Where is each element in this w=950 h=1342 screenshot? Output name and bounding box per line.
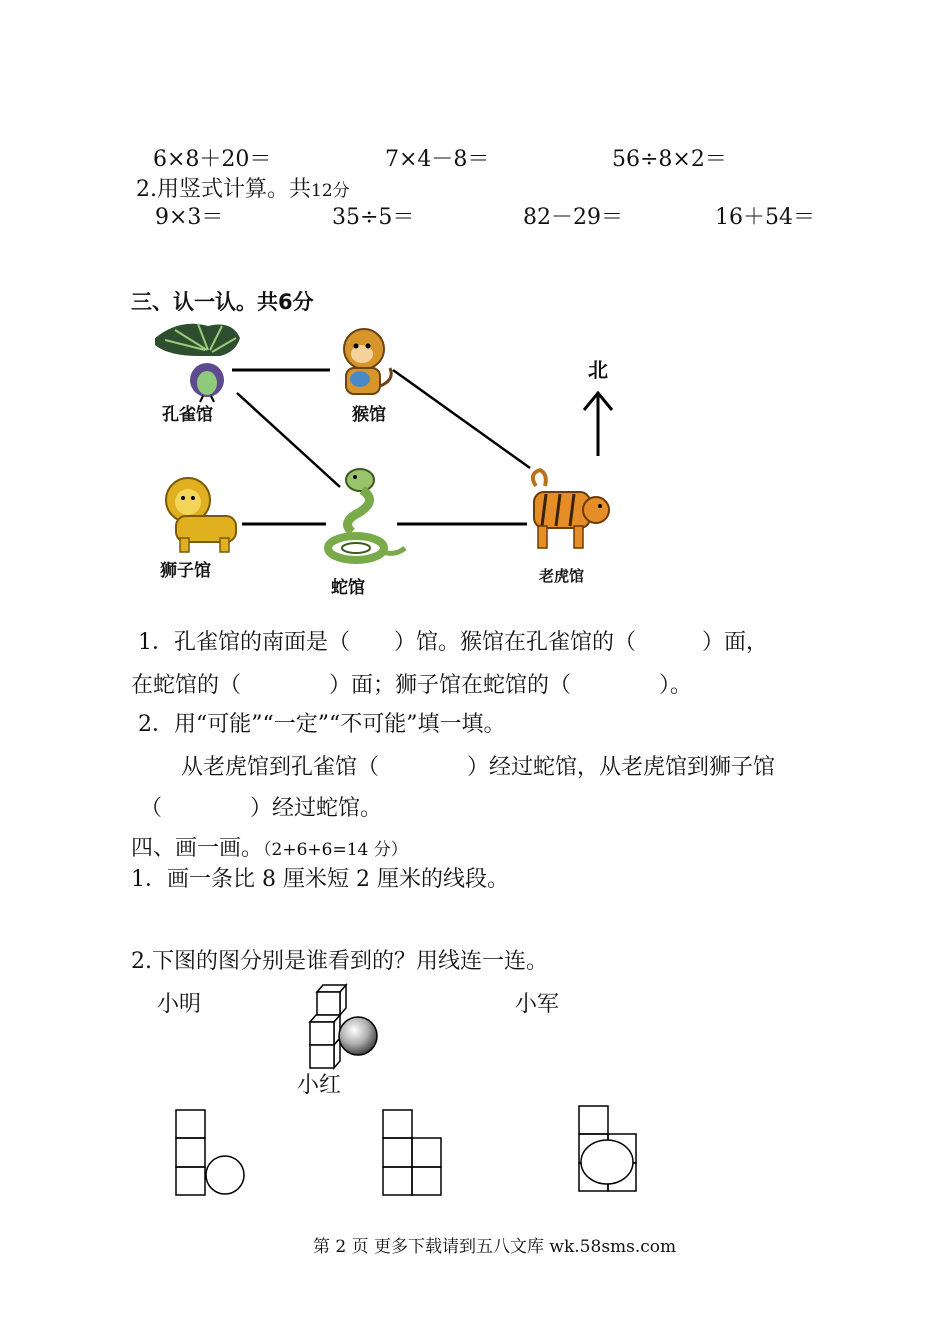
peacock-icon [155,324,240,402]
section-4-q1: 1．画一条比 8 厘米短 2 厘米的线段。 [131,867,509,892]
question-2-unit: 分 [332,181,350,201]
line-peacock-snake [237,393,340,487]
calc-16-plus-54: 16＋54＝ [715,205,815,230]
view-3-top-icon [579,1106,636,1191]
snake-label: 蛇馆 [331,578,365,598]
zoo-map [0,0,950,620]
tiger-label: 老虎馆 [539,567,585,585]
lion-icon [166,478,236,552]
page-footer: 第 2 页 更多下载请到五八文库 wk.58sms.com [313,1237,677,1257]
section-4-title: 四、画一画。 [131,836,264,861]
section-3-q2-line2: 从老虎馆到孔雀馆（ ）经过蛇馆，从老虎馆到狮子馆 [181,755,776,780]
monkey-icon [344,329,391,394]
calc-82-minus-29: 82－29＝ [523,205,623,230]
section-3-points: 6 [278,290,293,314]
lion-label: 狮子馆 [160,561,211,581]
name-xiaohong: 小红 [297,1073,342,1098]
name-xiaoming: 小明 [157,992,202,1017]
section-3-q2-line1: 2．用“可能”“一定”“不可能”填一填。 [138,712,506,737]
section-3-q1-line1: 1．孔雀馆的南面是（ ）馆。猴馆在孔雀馆的（ ）面， [138,630,768,655]
question-2-title-text: 2.用竖式计算。共 [136,177,311,202]
section-4-q2: 2.下图的图分别是谁看到的？用线连一连。 [131,949,548,974]
calc-7x4-minus-8: 7×4－8＝ [385,147,490,172]
peacock-label: 孔雀馆 [162,405,213,425]
section-3-q2-line3: （ ）经过蛇馆。 [140,796,383,821]
cube-ball-object [300,980,390,1070]
section-3-title: 三、认一认。共 [131,290,278,314]
section-3-unit: 分 [292,290,314,314]
calc-6x8-plus-20: 6×8＋20＝ [153,147,272,172]
view-1-side-icon [176,1110,244,1195]
section-3-q1-line2: 在蛇馆的（ ）面；狮子馆在蛇馆的（ ）。 [131,673,693,698]
section-4-heading [131,831,408,862]
line-monkey-tiger [393,370,530,468]
name-xiaojun: 小军 [515,992,560,1017]
calc-35-div-5: 35÷5＝ [332,205,415,230]
ball-icon [339,1017,377,1055]
view-drawings [170,1100,650,1205]
cube-stack-icon [310,985,346,1068]
north-arrow-icon [584,393,612,456]
snake-icon [328,469,405,560]
tiger-icon [533,470,609,548]
view-2-front-icon [383,1110,441,1195]
section-4-points: （2+6+6=14 分） [263,840,408,860]
calc-56-div-8-x-2: 56÷8×2＝ [612,147,727,172]
question-2-points: 12 [311,181,333,201]
north-label: 北 [588,358,608,382]
monkey-label: 猴馆 [352,405,386,425]
calc-9x3: 9×3＝ [155,205,224,230]
